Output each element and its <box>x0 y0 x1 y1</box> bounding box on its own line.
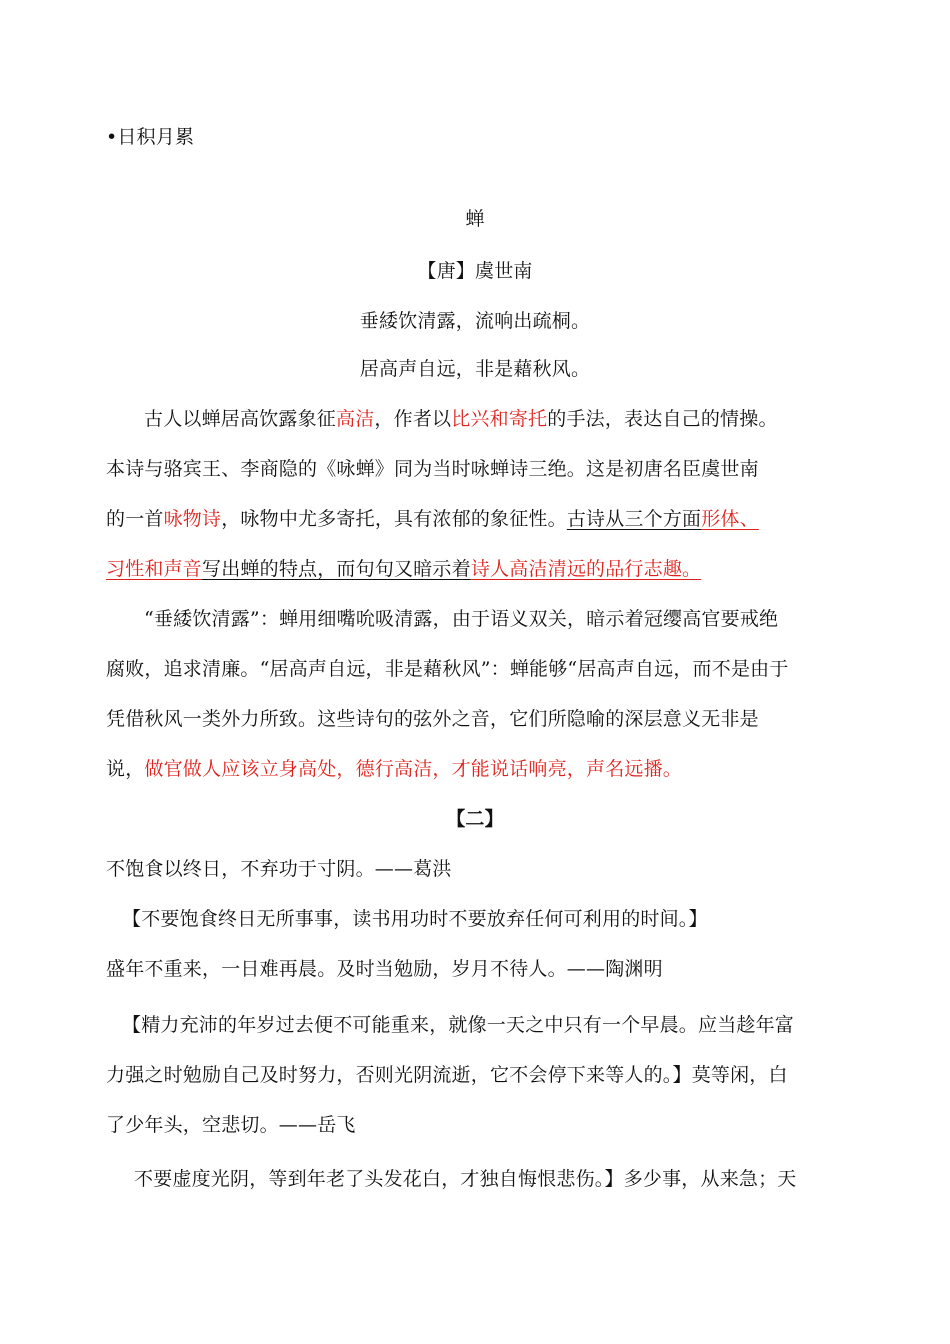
para1-line-4 <box>106 556 846 582</box>
section-heading: 【二】 <box>446 808 504 830</box>
para2-line-4 <box>106 756 846 782</box>
text-span: 的手法，表达自己的情操。 <box>547 408 778 430</box>
underlined-span: 古诗从三个方面 <box>566 508 702 530</box>
quote-2-note-line-1: 【精力充沛的年岁过去便不可能重来，就像一天之中只有一个早晨。应当趁年富 <box>122 1014 795 1036</box>
underlined-emphasis-span: 形体、 <box>701 508 759 530</box>
para2-line-1: “垂緌饮清露”：蝉用细嘴吮吸清露，由于语义双关，暗示着冠缨高官要戒绝 <box>144 608 779 630</box>
text-span: 的一首 <box>106 508 164 530</box>
poem-author: 【唐】虞世南 <box>417 260 533 282</box>
quote-2: 盛年不重来，一日难再晨。及时当勉励，岁月不待人。——陶渊明 <box>106 958 663 980</box>
emphasis-span: 做官做人应该立身高处，德行高洁，才能说话响亮，声名远播。 <box>144 758 683 780</box>
poem-line-2: 居高声自远，非是藉秋风。 <box>359 358 591 380</box>
section-title: •日积月累 <box>106 126 195 148</box>
emphasis-span: 比兴和寄托 <box>451 408 548 430</box>
quote-1-note: 【不要饱食终日无所事事，读书用功时不要放弃任何可利用的时间。】 <box>122 908 708 930</box>
quote-1: 不饱食以终日，不弃功于寸阴。——葛洪 <box>106 858 452 880</box>
emphasis-span: 咏物诗 <box>163 508 222 530</box>
emphasis-span: 高洁 <box>336 408 375 430</box>
underlined-span: 写出蝉的特点，而句句又暗示着 <box>202 558 471 580</box>
text-span: ，作者以 <box>374 408 452 430</box>
para1-line-3 <box>106 506 846 532</box>
underlined-emphasis-span: 诗人高洁清远的品行志趣。 <box>470 558 702 580</box>
para2-line-2: 腐败，追求清廉。“居高声自远，非是藉秋风”：蝉能够“居高声自远，而不是由于 <box>106 658 789 680</box>
underlined-emphasis-span: 习性和声音 <box>106 558 203 580</box>
text-span: 古人以蝉居高饮露象征 <box>144 408 337 430</box>
quote-3-note: 不要虚度光阴，等到年老了头发花白，才独自悔恨悲伤。】多少事，从来急；天 <box>134 1168 797 1190</box>
poem-line-1: 垂緌饮清露，流响出疏桐。 <box>359 310 591 332</box>
text-span: 说， <box>106 758 145 780</box>
quote-3: 了少年头，空悲切。——岳飞 <box>106 1114 356 1136</box>
poem-title: 蝉 <box>465 208 485 230</box>
text-span: ，咏物中尤多寄托，具有浓郁的象征性。 <box>221 508 567 530</box>
para1-line-2: 本诗与骆宾王、李商隐的《咏蝉》同为当时咏蝉诗三绝。这是初唐名臣虞世南 <box>106 458 759 480</box>
para2-line-3: 凭借秋风一类外力所致。这些诗句的弦外之音，它们所隐喻的深层意义无非是 <box>106 708 759 730</box>
para1-line-1 <box>106 406 846 432</box>
quote-2-note-line-2: 力强之时勉励自己及时努力，否则光阴流逝，它不会停下来等人的。】莫等闲，白 <box>106 1064 788 1086</box>
